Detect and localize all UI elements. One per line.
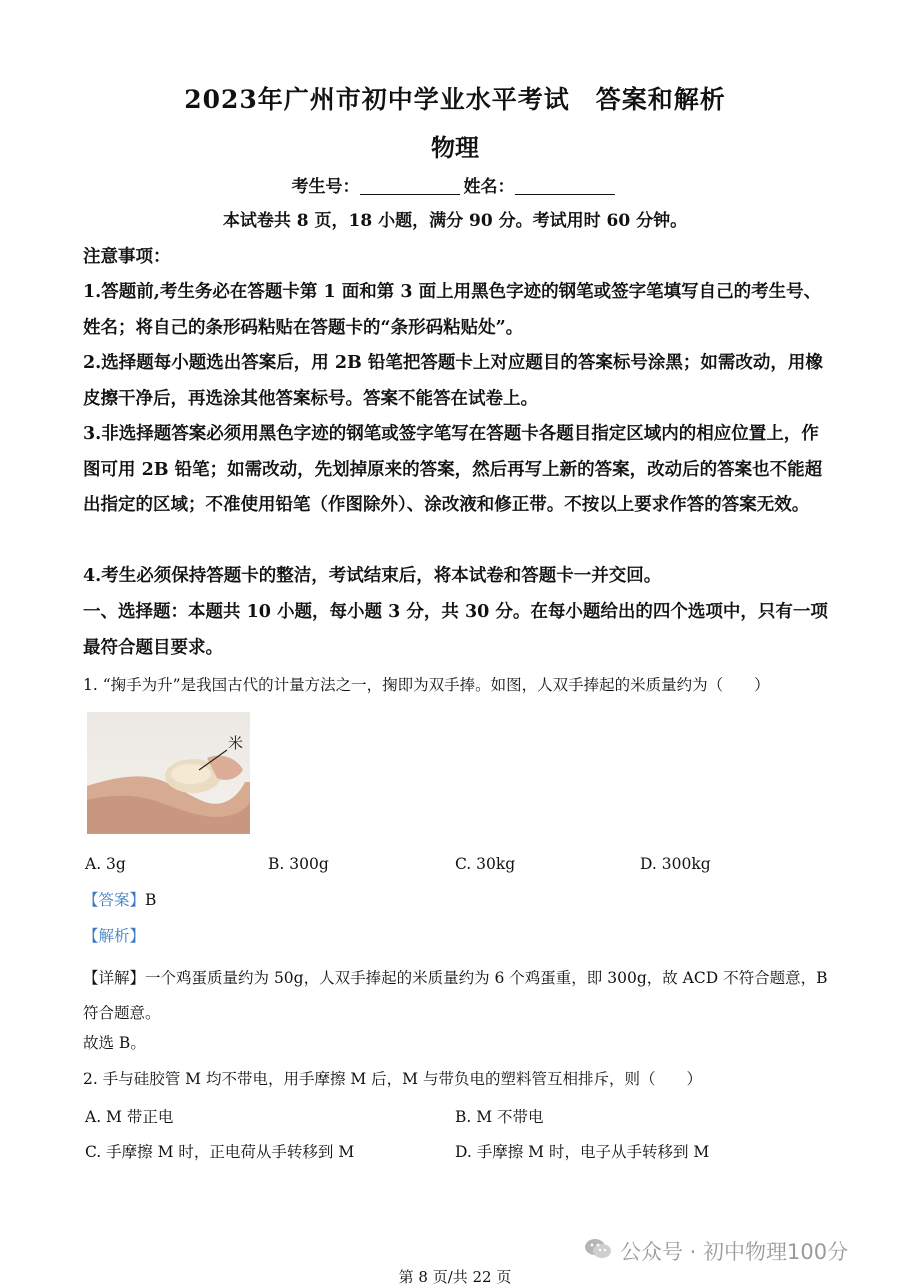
subject-title: 物理 (431, 133, 479, 162)
q2-option-b: B. M 不带电 (455, 1108, 544, 1126)
q2-option-d: D. 手摩擦 M 时，电子从手转移到 M (455, 1143, 710, 1161)
hands-holding-rice-image (87, 712, 250, 834)
notice-heading: 注意事项： (83, 247, 171, 267)
q1-detail-text: 一个鸡蛋质量约为 50g，人双手捧起的米质量约为 6 个鸡蛋重，即 300g，故 ACD 不符合题意，B 符合题意。 (83, 969, 828, 1022)
q1-conclusion: 故选 B。 (83, 1034, 146, 1052)
name-blank (515, 176, 615, 195)
q2-option-c: C. 手摩擦 M 时，正电荷从手转移到 M (85, 1143, 355, 1161)
q1-detail (83, 961, 833, 1031)
q1-stem: 1. “掬手为升”是我国古代的计量方法之一，掬即为双手捧。如图，人双手捧起的米质量约为（ ） (83, 676, 770, 694)
candidate-number-blank (360, 176, 460, 195)
analysis-tag: 【解析】 (83, 927, 146, 945)
q1-option-a: A. 3g (85, 855, 126, 873)
page-footer: 第 8 页/共 22 页 (398, 1268, 512, 1286)
q1-answer: B (145, 891, 157, 909)
q1-answer-line (83, 890, 156, 910)
q1-option-c: C. 30kg (455, 855, 516, 873)
detail-tag: 【详解】 (83, 969, 146, 987)
rice-illustration (87, 712, 250, 834)
document-title: 2023年广州市初中学业水平考试 答案和解析 (184, 85, 726, 114)
exam-summary: 本试卷共 8 页，18 小题，满分 90 分。考试用时 60 分钟。 (222, 211, 688, 231)
watermark-text: 公众号 · 初中物理100分 (620, 1240, 849, 1264)
q2-option-a: A. M 带正电 (85, 1108, 174, 1126)
notice-item-3: 3.非选择题答案必须用黑色字迹的钢笔或签字笔写在答题卡各题目指定区域内的相应位置上，作图可用 2B 铅笔；如需改动，先划掉原来的答案，然后再写上新的答案，改动后的答案也不能超出指定的区域；不准使用铅笔（作图除外）、涂改液和修正带。不按以上要求作答的答案无效。 (83, 424, 823, 515)
q1-option-b: B. 300g (268, 855, 329, 873)
watermark (584, 1236, 848, 1266)
answer-tag: 【答案】 (83, 891, 146, 909)
candidate-info-line (0, 172, 910, 197)
rice-label: 米 (228, 734, 244, 752)
q1-option-d: D. 300kg (640, 855, 711, 873)
notice-item-1: 1.答题前,考生务必在答题卡第 1 面和第 3 面上用黑色字迹的钢笔或签字笔填写自己的考生号、姓名；将自己的条形码粘贴在答题卡的“条形码粘贴处”。 (83, 282, 822, 338)
section-heading: 一、选择题：本题共 10 小题，每小题 3 分，共 30 分。在每小题给出的四个选项中，只有一项最符合题目要求。 (83, 602, 828, 658)
q2-stem: 2. 手与硅胶管 M 均不带电，用手摩擦 M 后，M 与带负电的塑料管互相排斥，则（ ） (83, 1070, 702, 1088)
name-label: 姓名： (463, 177, 515, 197)
notice-item-4: 4.考生必须保持答题卡的整洁，考试结束后，将本试卷和答题卡一并交回。 (83, 566, 662, 586)
candidate-number-label: 考生号： (291, 177, 360, 197)
notice-item-2: 2.选择题每小题选出答案后，用 2B 铅笔把答题卡上对应题目的答案标号涂黑；如需改动，用橡皮擦干净后，再选涂其他答案标号。答案不能答在试卷上。 (83, 353, 823, 409)
wechat-icon (584, 1237, 612, 1266)
